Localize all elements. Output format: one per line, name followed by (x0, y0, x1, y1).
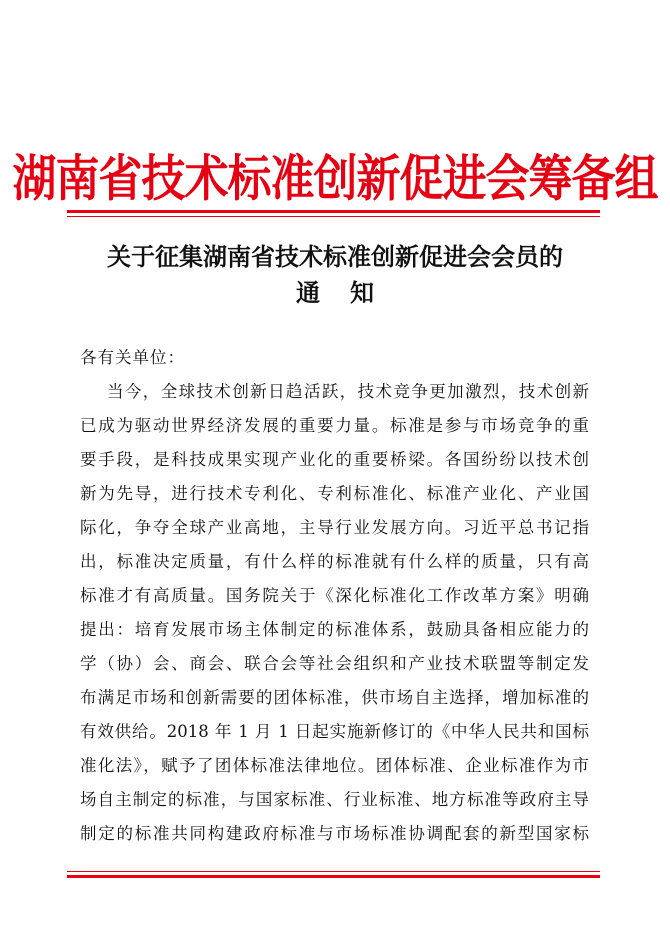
body-line-9: 学（协）会、商会、联合会等社会组织和产业技术联盟等制定发 (80, 654, 589, 673)
body-line-6: 出，标准决定质量，有什么样的标准就有什么样的质量，只有高 (80, 552, 589, 571)
footer-rule-thin (67, 871, 600, 872)
body-line-11: 有效供给。2018 年 1 月 1 日起实施新修订的《中华人民共和国标 (80, 722, 589, 741)
masthead-title: 湖南省技术标准创新促进会筹备组 (12, 150, 658, 208)
body-line-3: 要手段，是科技成果实现产业化的重要桥梁。各国纷纷以技术创 (80, 450, 589, 469)
body-line-1: 当今，全球技术创新日趋活跃，技术竞争更加激烈，技术创新 (107, 382, 589, 401)
body-line-8: 提出：培育发展市场主体制定的标准体系，鼓励具备相应能力的 (80, 620, 589, 639)
document-title-line-2: 通知 (296, 278, 404, 307)
body-line-7: 标准才有高质量。国务院关于《深化标准化工作改革方案》明确 (80, 586, 589, 605)
body-line-12: 准化法》，赋予了团体标准法律地位。团体标准、企业标准作为市 (80, 756, 589, 775)
body-line-5: 际化，争夺全球产业高地，主导行业发展方向。习近平总书记指 (80, 518, 589, 537)
masthead-rule-thin (67, 216, 600, 217)
body-line-2: 已成为驱动世界经济发展的重要力量。标准是参与市场竞争的重 (80, 416, 589, 435)
masthead-rule-thick (67, 210, 600, 213)
body-line-10: 布满足市场和创新需要的团体标准，供市场自主选择，增加标准的 (80, 688, 589, 707)
footer-rule-thick (67, 875, 600, 878)
document-title-line-1: 关于征集湖南省技术标准创新促进会会员的 (107, 242, 563, 271)
body-line-4: 新为先导，进行技术专利化、专利标准化、标准产业化、产业国 (80, 484, 589, 503)
body-line-13: 场自主制定的标准，与国家标准、行业标准、地方标准等政府主导 (80, 790, 589, 809)
salutation: 各有关单位： (80, 348, 185, 367)
body-line-14: 制定的标准共同构建政府标准与市场标准协调配套的新型国家标 (80, 824, 589, 843)
